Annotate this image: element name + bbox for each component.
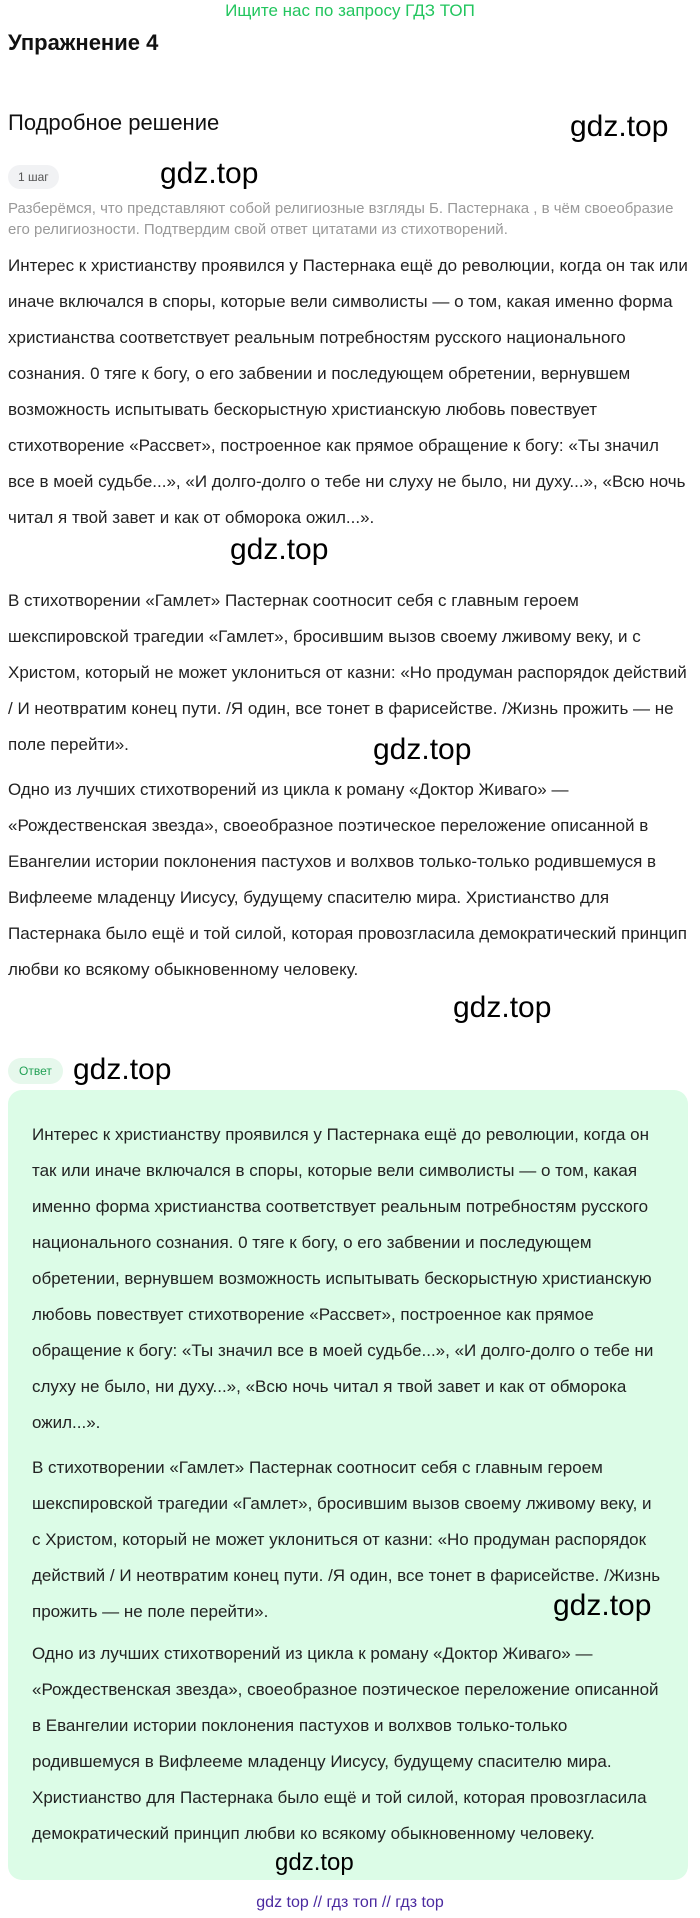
watermark: gdz.top (553, 1589, 652, 1622)
watermark: gdz.top (453, 991, 552, 1024)
step-badge: 1 шаг (8, 165, 59, 189)
answer-badge: Ответ (8, 1058, 63, 1084)
solution-paragraph-3: Одно из лучших стихотворений из цикла к роману «Доктор Живаго» — «Рождественская звезда», своеобразное поэтическое переложение описанной в Евангелии истории поклонения пастухов и волхвов только-только родившемуся в Вифлееме младенцу Иисусу, будущему спасителю мира. Христианство для Пастернака было ещё и той силой, которая провозгласила демократический принцип любви ко всякому обыкновенному человеку. (8, 780, 687, 979)
watermark: gdz.top (275, 1849, 354, 1876)
solution-title: Подробное решение (8, 110, 220, 135)
answer-paragraph-3: Одно из лучших стихотворений из цикла к роману «Доктор Живаго» — «Рождественская звезда», своеобразное поэтическое переложение описанной в Евангелии истории поклонения пастухов и волхвов только-только родившемуся в Вифлееме младенцу Иисусу, будущему спасителю мира. Христианство для Пастернака было ещё и той силой, которая провозгласила демократический принцип любви ко всякому обыкновенному человеку. (32, 1644, 659, 1843)
footer-links: gdz top // гдз топ // гдз top (256, 1894, 444, 1911)
solution-paragraph-2: В стихотворении «Гамлет» Пастернак соотносит себя с главным героем шекспировской трагедии «Гамлет», бросившим вызов своему лживому веку, и с Христом, который не может уклониться от казни: «Но продуман распорядок действий / И неотвратим конец пути. /Я один, все тонет в фарисействе. /Жизнь прожить — не поле перейти». (8, 591, 687, 754)
exercise-title: Упражнение 4 (8, 30, 159, 55)
solution-paragraph-1: Интерес к христианству проявился у Пастернака ещё до революции, когда он так или иначе включался в споры, которые вели символисты — о том, какая именно форма христианства соответствует реальным потребностям русского национального сознания. 0 тяге к богу, о его забвении и последующем обретении, вернувшем возможность испытывать бескорыстную христианскую любовь повествует стихотворение «Рассвет», построенное как прямое обращение к богу: «Ты значил все в моей судьбе...», «И долго-долго о тебе ни слуху не было, ни духу...», «Всю ночь читал я твой завет и как от обморока ожил...». (8, 256, 688, 527)
watermark: gdz.top (160, 157, 259, 190)
top-banner: Ищите нас по запросу ГДЗ ТОП (225, 1, 475, 20)
watermark: gdz.top (373, 733, 472, 766)
watermark: gdz.top (230, 533, 329, 566)
watermark: gdz.top (73, 1053, 172, 1086)
step-intro: Разберёмся, что представляют собой религиозные взгляды Б. Пастернака , в чём своеобразие его религиозности. Подтвердим свой ответ цитатами из стихотворений. (8, 200, 674, 238)
answer-paragraph-1: Интерес к христианству проявился у Пастернака ещё до революции, когда он так или иначе включался в споры, которые вели символисты — о том, какая именно форма христианства соответствует реальным потребностям русского национального сознания. 0 тяге к богу, о его забвении и последующем обретении, вернувшем возможность испытывать бескорыстную христианскую любовь повествует стихотворение «Рассвет», построенное как прямое обращение к богу: «Ты значил все в моей судьбе...», «И долго-долго о тебе ни слуху не было, ни духу...», «Всю ночь читал я твой завет и как от обморока ожил...». (32, 1125, 654, 1432)
answer-paragraph-2: В стихотворении «Гамлет» Пастернак соотносит себя с главным героем шекспировской трагедии «Гамлет», бросившим вызов своему лживому веку, и с Христом, который не может уклониться от казни: «Но продуман распорядок действий / И неотвратим конец пути. /Я один, все тонет в фарисействе. /Жизнь прожить — не поле перейти». (32, 1458, 661, 1621)
watermark: gdz.top (570, 110, 669, 143)
